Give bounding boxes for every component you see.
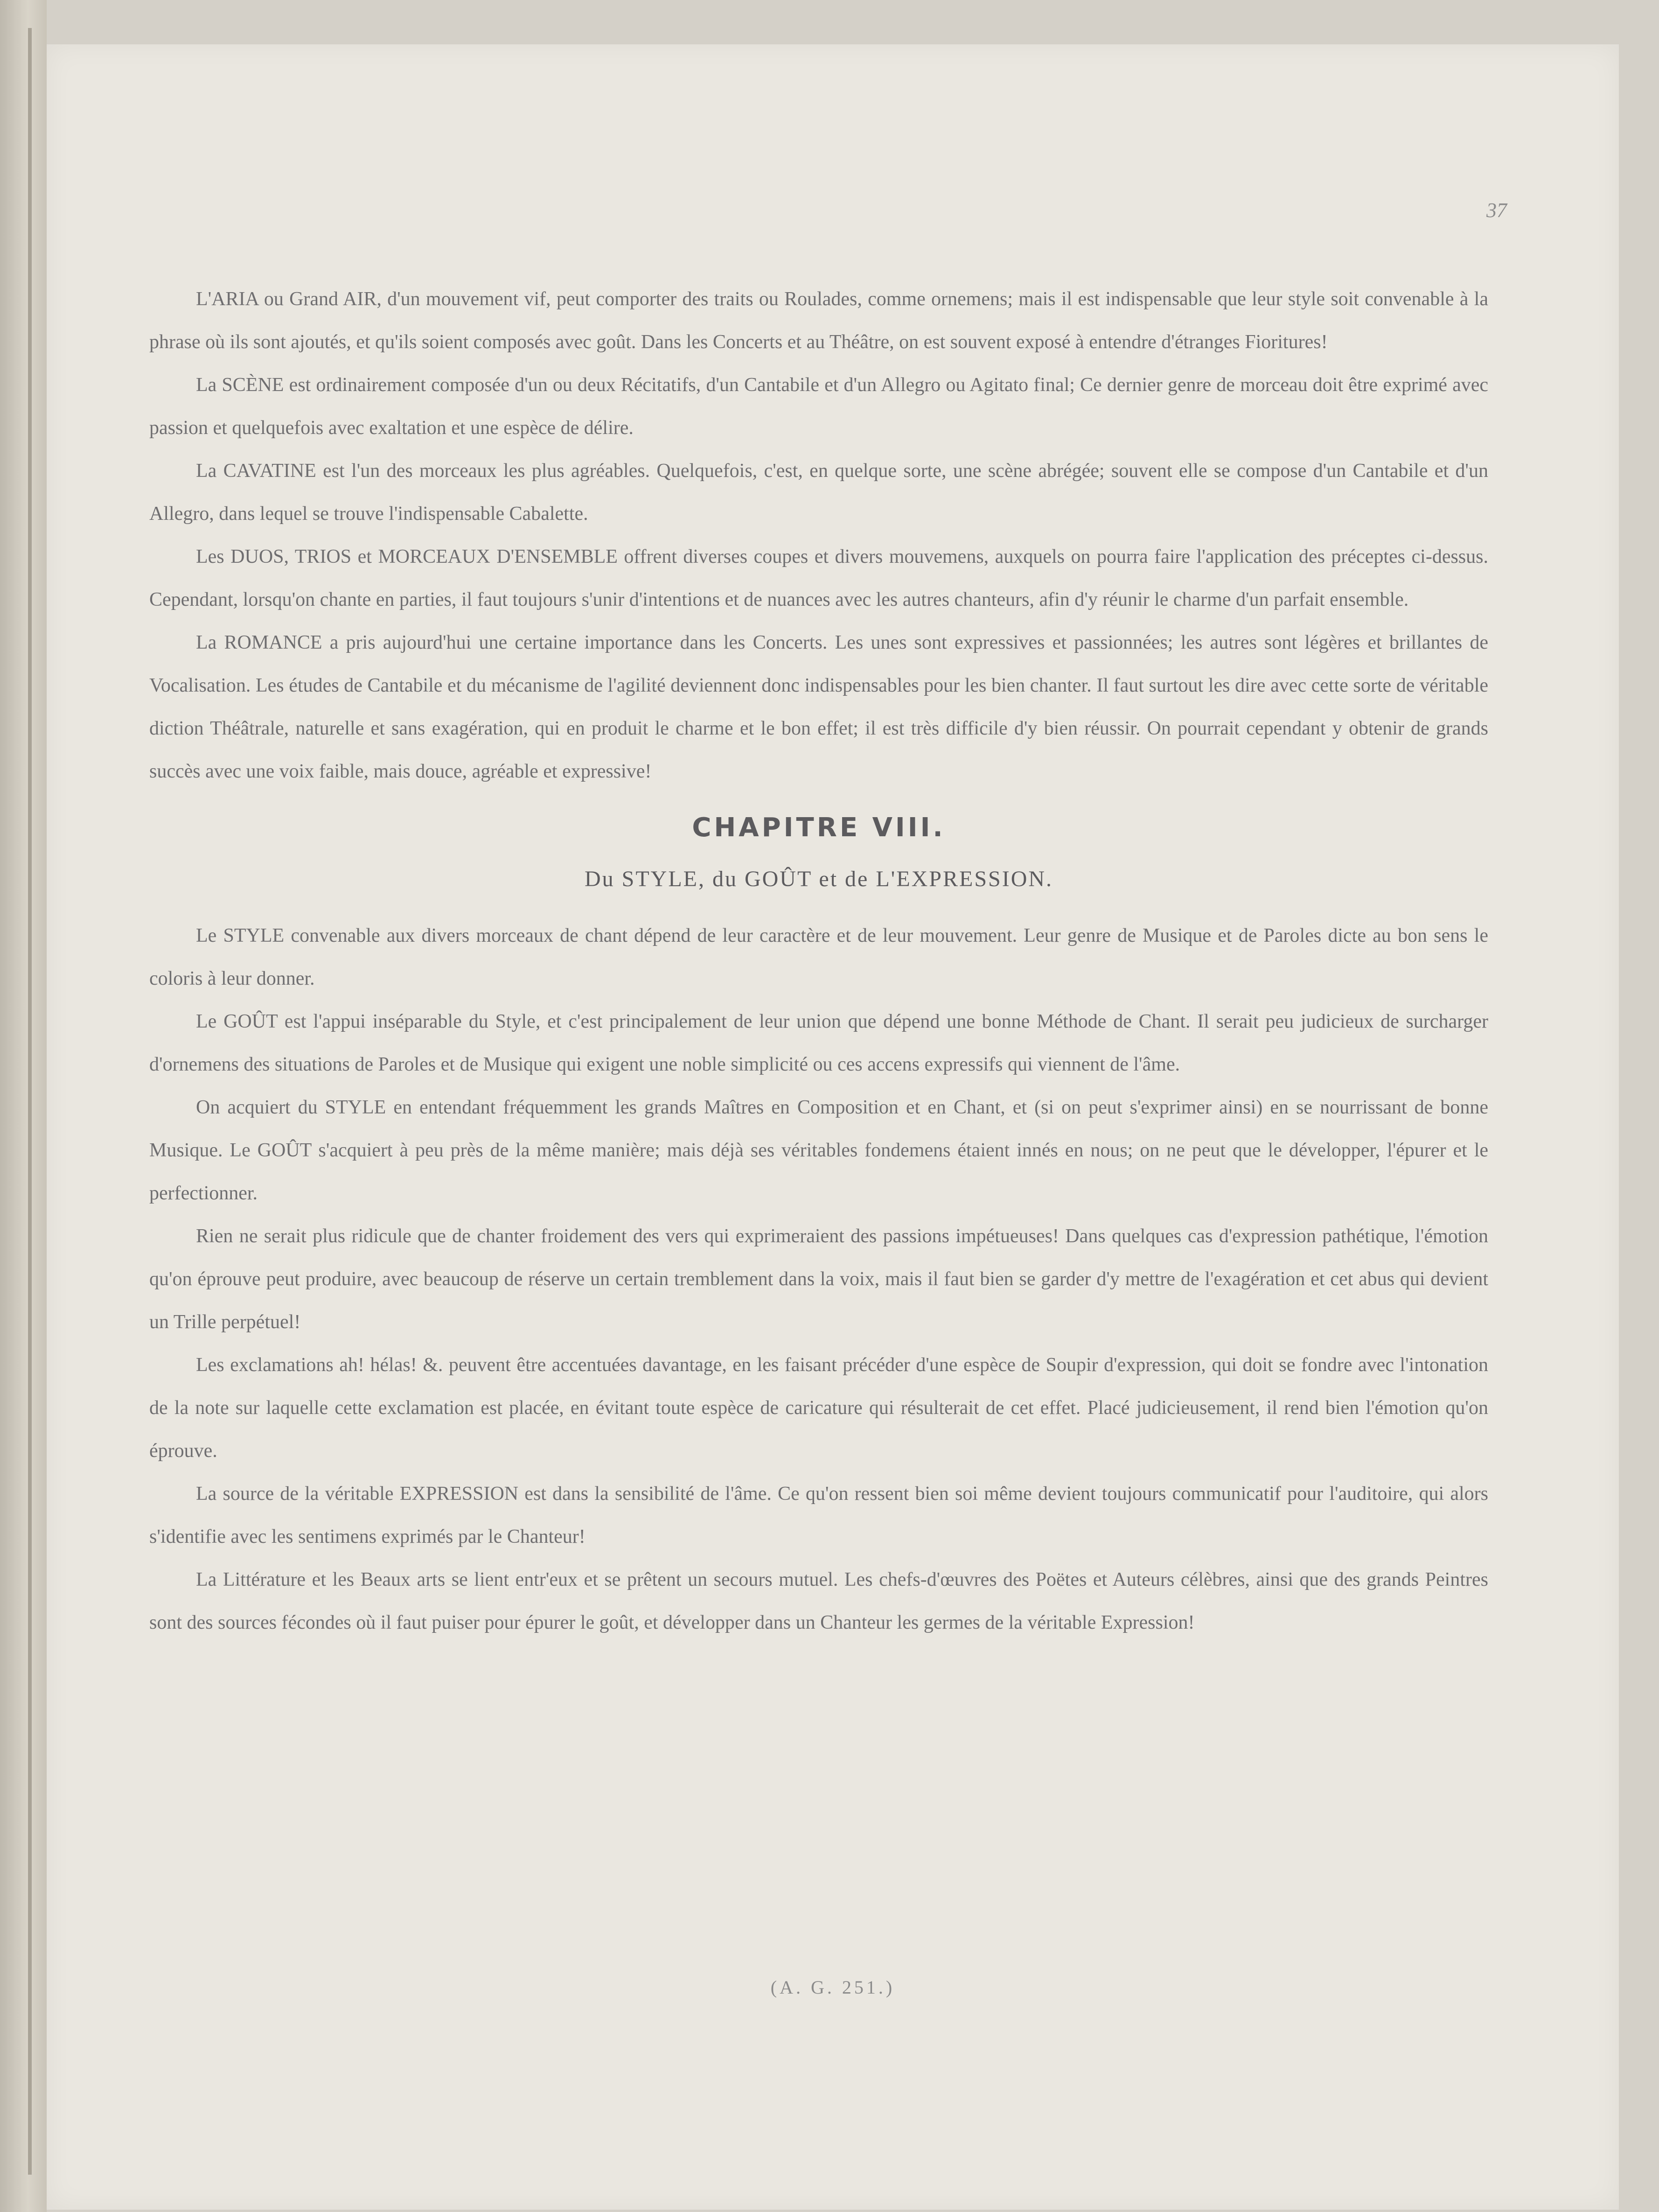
facing-page-edge (0, 0, 47, 2212)
paragraph-cavatine: La CAVATINE est l'un des morceaux les plus agréables. Quelquefois, c'est, en quelque sorte, une scène abrégée; souvent elle se compose d'un Cantabile et d'un Allegro, dans lequel se trouve l'indispensable Cabalette. (149, 460, 1488, 525)
paragraph-romance: La ROMANCE a pris aujourd'hui une certaine importance dans les Concerts. Les unes sont expressives et passionnées; les autres sont légères et brillantes de Vocalisation. Les études de Cantabile et du mécanisme de l'agilité deviennent donc indispensables pour les bien chanter. Il faut surtout les dire avec cette sorte de véritable diction Théâtrale, naturelle et sans exagération, qui en produit le charme et le bon effet; il est très difficile d'y bien réussir. On pourrait cependant y obtenir de grands succès avec une voix faible, mais douce, agréable et expressive! (149, 632, 1488, 782)
chapter-title: CHAPITRE VIII. (692, 812, 946, 843)
chapter-subtitle: Du STYLE, du GOÛT et de L'EXPRESSION. (584, 867, 1053, 891)
paragraph-ensemble: Les DUOS, TRIOS et MORCEAUX D'ENSEMBLE offrent diverses coupes et divers mouvemens, auxquels on pourra faire l'application des préceptes ci-dessus. Cependant, lorsqu'on chante en parties, il faut toujours s'unir d'intentions et de nuances avec les autres chanteurs, afin d'y réunir le charme d'un parfait ensemble. (149, 546, 1488, 610)
paragraph-literature: La Littérature et les Beaux arts se lient entr'eux et se prêtent un secours mutuel. Les chefs-d'œuvres des Poëtes et Auteurs célèbres, ainsi que des grands Peintres sont des sources fécondes où il faut puiser pour épurer le goût, et développer dans un Chanteur les germes de la véritable Expression! (149, 1569, 1488, 1633)
paragraph-scene: La SCÈNE est ordinairement composée d'un ou deux Récitatifs, d'un Cantabile et d'un Allegro ou Agitato final; Ce dernier genre de morceau doit être exprimé avec passion et quelquefois avec exaltation et une espèce de délire. (149, 374, 1488, 439)
binding-gutter (28, 28, 32, 2175)
page-content (149, 278, 1488, 1644)
paragraph-expression-source: La source de la véritable EXPRESSION est dans la sensibilité de l'âme. Ce qu'on ressent bien soi même devient toujours communicatif pour l'auditoire, qui alors s'identifie avec les sentimens exprimés par le Chanteur! (149, 1483, 1488, 1547)
paragraph-exclamations: Les exclamations ah! hélas! &. peuvent être accentuées davantage, en les faisant précéder d'une espèce de Soupir d'expression, qui doit se fondre avec l'intonation de la note sur laquelle cette exclamation est placée, en évitant toute espèce de caricature qui résulterait de cet effet. Placé judicieusement, il rend bien l'émotion qu'on éprouve. (149, 1354, 1488, 1462)
paragraph-aria: L'ARIA ou Grand AIR, d'un mouvement vif, peut comporter des traits ou Roulades, comme ornemens; mais il est indispensable que leur style soit convenable à la phrase où ils sont ajoutés, et qu'ils soient composés avec goût. Dans les Concerts et au Théâtre, on est souvent exposé à entendre d'étranges Fioritures! (149, 288, 1488, 353)
paragraph-style: Le STYLE convenable aux divers morceaux de chant dépend de leur caractère et de leur mouvement. Leur genre de Musique et de Paroles dicte au bon sens le coloris à leur donner. (149, 925, 1488, 989)
page-number: 37 (1486, 199, 1507, 222)
paragraph-ridicule: Rien ne serait plus ridicule que de chanter froidement des vers qui exprimeraient des passions impétueuses! Dans quelques cas d'expression pathétique, l'émotion qu'on éprouve peut produire, avec beaucoup de réserve un certain tremblement dans la voix, mais il faut bien se garder d'y mettre de l'exagération et cet abus qui devient un Trille perpétuel! (149, 1225, 1488, 1333)
paragraph-acquire: On acquiert du STYLE en entendant fréquemment les grands Maîtres en Composition et en Chant, et (si on peut s'exprimer ainsi) en se nourrissant de bonne Musique. Le GOÛT s'acquiert à peu près de la même manière; mais déjà ses véritables fondemens étaient innés en nous; on ne peut que le développer, l'épurer et le perfectionner. (149, 1097, 1488, 1204)
page-footer: (A. G. 251.) (770, 1977, 895, 1998)
book-page (47, 44, 1619, 2210)
paragraph-gout: Le GOÛT est l'appui inséparable du Style, et c'est principalement de leur union que dépend une bonne Méthode de Chant. Il serait peu judicieux de surcharger d'ornemens des situations de Paroles et de Musique qui exigent une noble simplicité ou ces accens expressifs qui viennent de l'âme. (149, 1011, 1488, 1075)
